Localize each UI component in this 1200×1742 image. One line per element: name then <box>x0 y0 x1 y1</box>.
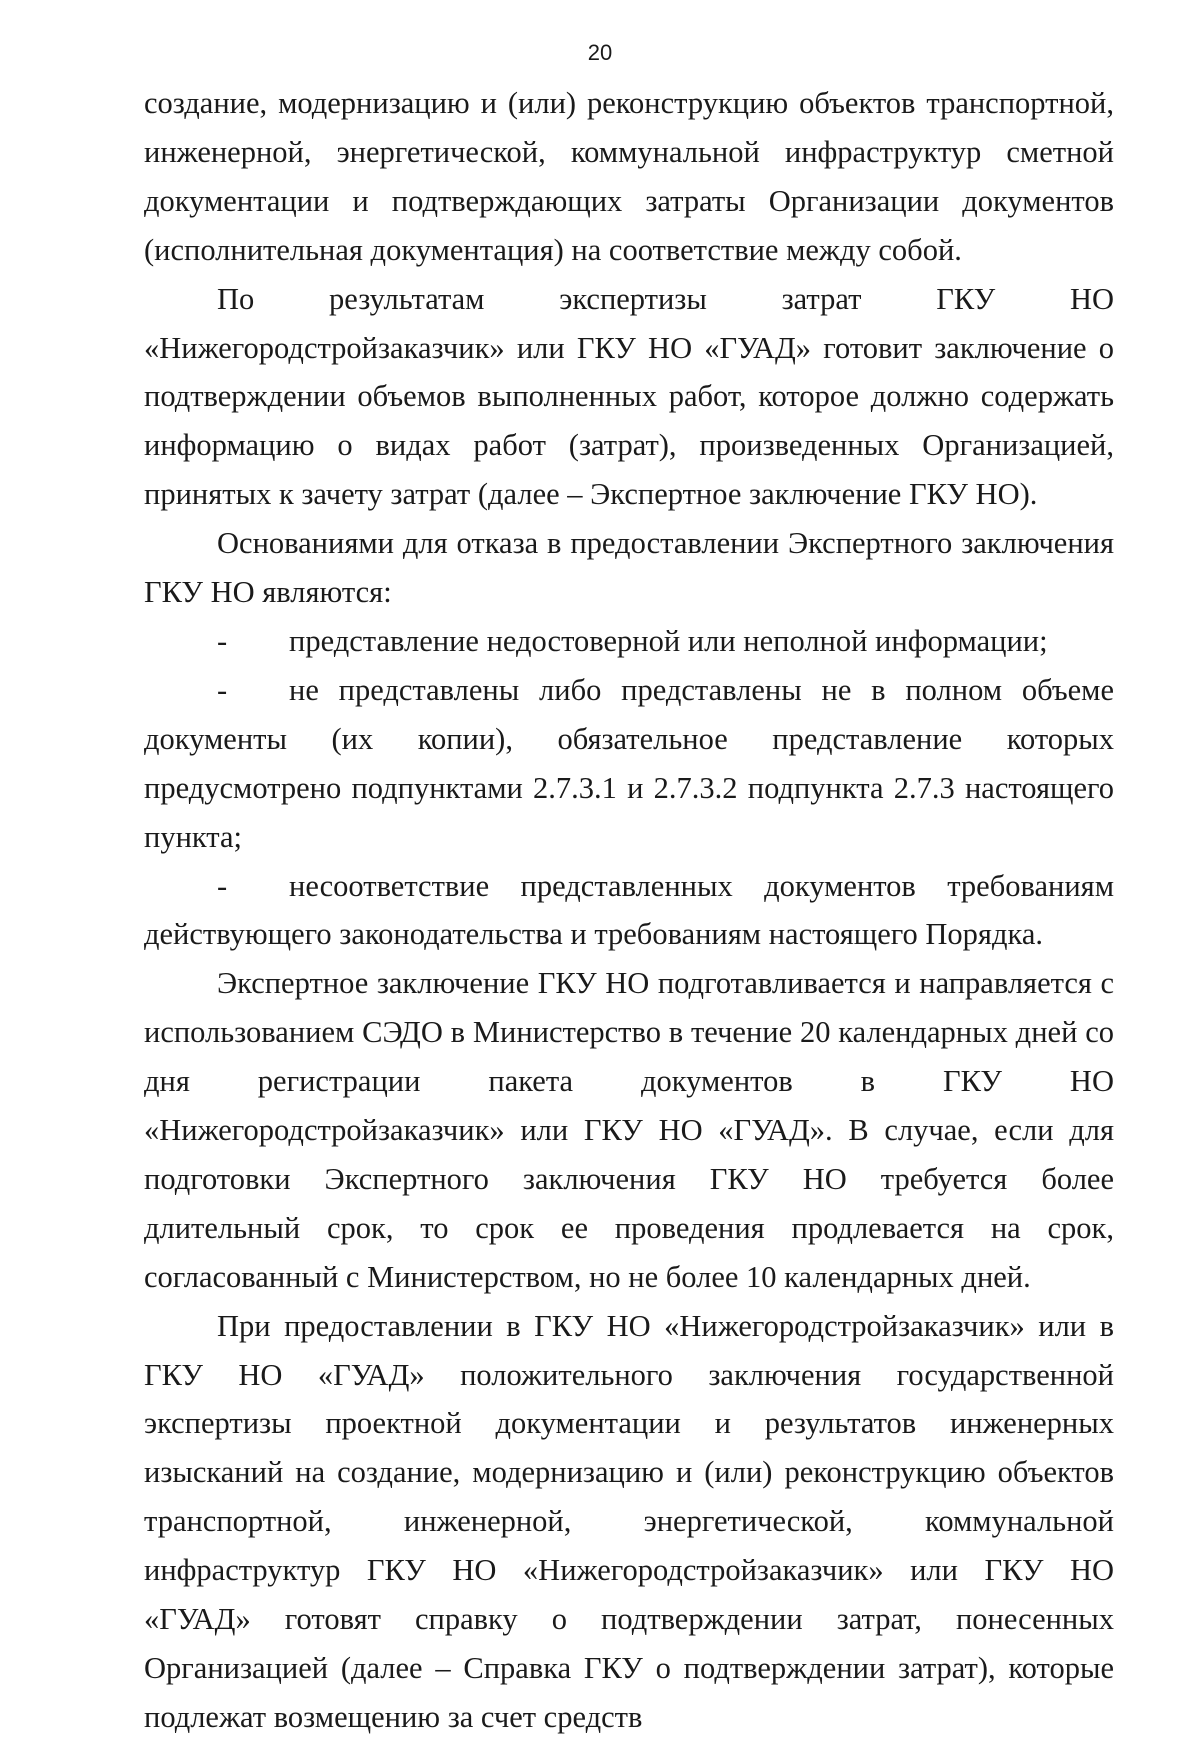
list-item <box>144 666 1114 862</box>
list-item <box>144 862 1114 960</box>
list-bullet: - <box>217 672 228 707</box>
page-number: 20 <box>587 40 613 65</box>
document-body <box>144 79 1114 1742</box>
paragraph-expertise-results: По результатам экспертизы затрат ГКУ НО «Нижегородстройзаказчик» или ГКУ НО «ГУАД» готовит заключение о подтверждении объемов выполненных работ, которое должно содержать информацию о видах работ (затрат), произведенных Организацией, принятых к зачету затрат (далее – Экспертное заключение ГКУ НО). <box>144 281 1114 512</box>
list-item-text: несоответствие представленных документов требованиям действующего законодательства и требованиям настоящего Порядка. <box>144 868 1114 952</box>
paragraph-continuation: создание, модернизацию и (или) реконструкцию объектов транспортной, инженерной, энергетической, коммунальной инфраструктур сметной документации и подтверждающих затраты Организации документов (исполнительная документация) на соответствие между собой. <box>144 86 1114 267</box>
paragraph-refusal-grounds: Основаниями для отказа в предоставлении Экспертного заключения ГКУ НО являются: <box>144 526 1114 610</box>
list-bullet: - <box>217 623 228 658</box>
paragraph-conclusion-timing: Экспертное заключение ГКУ НО подготавливается и направляется с использованием СЭДО в Министерство в течение 20 календарных дней со дня регистрации пакета документов в ГКУ НО «Нижегородстройзаказчик» или ГКУ НО «ГУАД». В случае, если для подготовки Экспертного заключения ГКУ НО требуется более длительный срок, то срок ее проведения продлевается на срок, согласованный с Министерством, но не более 10 календарных дней. <box>144 966 1114 1294</box>
list-item-text: представление недостоверной или неполной информации; <box>289 623 1048 658</box>
paragraph-cost-confirmation: При предоставлении в ГКУ НО «Нижегородстройзаказчик» или в ГКУ НО «ГУАД» положительного заключения государственной экспертизы проектной документации и результатов инженерных изысканий на создание, модернизацию и (или) реконструкцию объектов транспортной, инженерной, энергетической, коммунальной инфраструктур ГКУ НО «Нижегородстройзаказчик» или ГКУ НО «ГУАД» готовят справку о подтверждении затрат, понесенных Организацией (далее – Справка ГКУ о подтверждении затрат), которые подлежат возмещению за счет средств <box>144 1308 1114 1734</box>
list-item-text: не представлены либо представлены не в полном объеме документы (их копии), обязательное представление которых предусмотрено подпунктами 2.7.3.1 и 2.7.3.2 подпункта 2.7.3 настоящего пункта; <box>144 672 1114 854</box>
list-item <box>144 617 1114 666</box>
list-bullet: - <box>217 868 228 903</box>
